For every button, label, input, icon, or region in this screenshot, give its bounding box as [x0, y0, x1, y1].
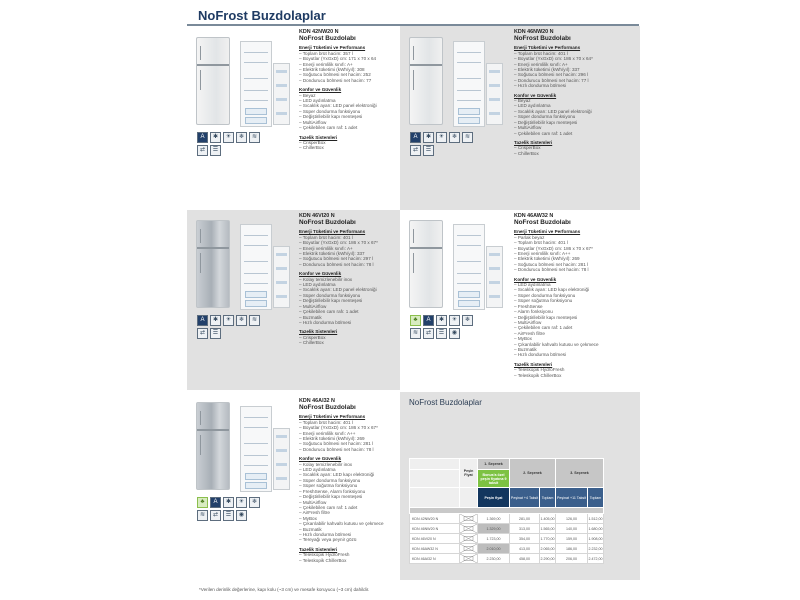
spec-item: – Toplam brüt hacim: 357 l [299, 50, 353, 56]
shelf-icon: ☰ [210, 328, 221, 339]
spec-item: – Beyaz [299, 92, 316, 98]
spec-item: – Soğutucu bölmesi net hacim: 297 l [299, 256, 374, 262]
spec-item: – Değiştirilebilir kapı menteşesi [299, 298, 363, 304]
spec-item: – Çekilebilen cam raf: 1 adet [514, 130, 573, 136]
feature-icons [410, 132, 480, 156]
header-option1-promo: Bonus'a özel peşin fiyatına 9 taksit [478, 470, 510, 488]
multiairflow-icon: ≋ [197, 510, 208, 521]
header-option2-total: Toplam [540, 488, 556, 508]
spec-item: – Değiştirilebilir kapı menteşesi [514, 119, 578, 125]
row-opt2-installment: 413,00 [510, 544, 540, 554]
header-option2: 2. Seçenek [510, 459, 556, 488]
spec-section-title: Enerji Tüketimi ve Performans [514, 45, 581, 51]
spec-item: – Enerji verimlilik sınıfı: A++ [299, 430, 356, 436]
spec-item: – Enerji verimlilik sınıfı: A+ [299, 245, 353, 251]
spec-item: – Boyutlar (YxGxD) cm: 171 x 70 x 64 [299, 56, 377, 62]
spec-item: – LED aydınlatma [514, 282, 551, 288]
spec-item: – ChillerBox [514, 150, 539, 156]
spec-item: – Çıkarılabilir kahvaltı kutusu ve çekmece [514, 341, 599, 347]
spec-item: – Parlak beyaz [514, 234, 545, 240]
spec-item: – Çekilebilen cam raf: 1 adet [299, 504, 358, 510]
row-opt3-installment: 126,00 [556, 514, 588, 524]
page-title: NoFrost Buzdolaplar [198, 8, 326, 23]
spec-item: – Alarm fonksiyonu [514, 309, 553, 315]
spec-item: – FreshSense, Alarm fonksiyonu [299, 488, 366, 494]
spec-item: – MyBox [514, 336, 532, 342]
row-opt2-installment: 458,00 [510, 554, 540, 564]
spec-item: – Sıcaklık ayarı: LED panel elektroniği [299, 103, 377, 109]
spec-item: – LED aydınlatma [299, 282, 336, 288]
table-row [410, 514, 604, 524]
spec-item: – Buzmatik [299, 314, 322, 320]
super-freeze-icon: ❄ [236, 315, 247, 326]
product-name: NoFrost Buzdolabı [514, 35, 571, 43]
spec-item: – Süper soğutma fonksiyonu [299, 483, 358, 489]
spec-item: – Boyutlar (YxGxD) cm: 186 x 70 x 64* [514, 56, 593, 62]
row-opt3-total: 2.472,00 [587, 554, 603, 564]
nofrost-icon: ✱ [223, 497, 234, 508]
energy-class-icon: A [197, 132, 208, 143]
spec-item: – AirFresh filtre [514, 330, 545, 336]
fridge-closed [196, 402, 230, 490]
feature-icons [197, 132, 267, 156]
spec-item: – Dondurucu bölmesi net hacim: 77 [299, 77, 372, 83]
spec-item: – LED aydınlatma [299, 98, 336, 104]
spec-section-title: Tazelik Sistemleri [299, 329, 338, 335]
spec-section-title: Enerji Tüketimi ve Performans [299, 414, 366, 420]
spec-item: – LED aydınlatma [299, 467, 336, 473]
spec-section-title: Tazelik Sistemleri [299, 546, 338, 552]
led-light-icon: ☀ [223, 315, 234, 326]
energy-class-icon: A [197, 315, 208, 326]
row-opt3-total: 2.232,00 [587, 544, 603, 554]
row-model: KDN 42NW20 N [410, 514, 460, 524]
spec-section-title: Konfor ve Güvenlik [514, 92, 557, 98]
row-opt2-total: 1.565,00 [540, 524, 556, 534]
product-model: KDN 42NW20 N [299, 29, 339, 35]
fridge-closed [196, 37, 230, 125]
eco-icon: ♣ [197, 497, 208, 508]
row-cash-price: 1.723,00 [478, 534, 510, 544]
spec-item: – Toplam brüt hacim: 401 l [299, 234, 353, 240]
row-model: KDN 46NW20 N [410, 524, 460, 534]
row-opt2-total: 1.405,00 [540, 514, 556, 524]
freshsense-icon: ◉ [236, 510, 247, 521]
spec-item: – Süper dondurma fonksiyonu [299, 477, 361, 483]
spec-section-title: Enerji Tüketimi ve Performans [299, 45, 366, 51]
super-freeze-icon: ❄ [449, 132, 460, 143]
eco-icon: ♣ [410, 315, 421, 326]
table-row [410, 534, 604, 544]
spec-item: – Elektrik tüketimi (kWh/yıl): 269 [514, 256, 580, 262]
spec-item: – Elektrik tüketimi (kWh/yıl): 337 [514, 67, 580, 73]
row-opt2-total: 2.290,00 [540, 554, 556, 564]
spec-item: – Süper dondurma fonksiyonu [299, 108, 361, 114]
shelf-icon: ☰ [223, 510, 234, 521]
spec-item: – Kolay temizlenebilir inox [299, 461, 353, 467]
row-opt3-total: 1.512,00 [587, 514, 603, 524]
spec-item: – ChillerBox [299, 340, 324, 346]
header-cash-price: Peşin Fiyat [460, 459, 478, 488]
crossed-out-cell [460, 524, 478, 534]
spec-item: – MultiAirflow [299, 303, 327, 309]
row-model: KDN 46VI20 N [410, 534, 460, 544]
spec-item: – Hızlı dondurma bölmesi [299, 531, 352, 537]
spec-item: – MultiAirflow [514, 319, 542, 325]
row-cash-price: 1.369,00 [478, 514, 510, 524]
price-table [409, 458, 604, 564]
spec-section-title: Konfor ve Güvenlik [299, 271, 342, 277]
super-freeze-icon: ❄ [462, 315, 473, 326]
row-cash-price: 1.329,00 [478, 524, 510, 534]
spec-item: – Buzmatik [514, 346, 537, 352]
spec-item: – Elektrik tüketimi (kWh/yıl): 269 [299, 436, 365, 442]
spec-item: – Çekilebilen cam raf: 1 adet [514, 325, 573, 331]
product-name: NoFrost Buzdolabı [299, 404, 356, 412]
spec-item: – ChillerBox [299, 145, 324, 151]
row-opt2-installment: 313,00 [510, 524, 540, 534]
spec-item: – Değiştirilebilir kapı menteşesi [299, 494, 363, 500]
product-name: NoFrost Buzdolabı [514, 219, 571, 227]
nofrost-icon: ✱ [436, 315, 447, 326]
spec-item: – Soğutucu bölmesi net hacim: 296 l [514, 72, 589, 78]
door-reversible-icon: ⇄ [423, 328, 434, 339]
door-reversible-icon: ⇄ [210, 510, 221, 521]
fridge-closed [196, 220, 230, 308]
row-opt2-total: 1.770,00 [540, 534, 556, 544]
fridge-closed [409, 37, 443, 125]
spec-item: – Sıcaklık ayarı: LED panel elektroniği [299, 287, 377, 293]
spec-section-title: Tazelik Sistemleri [299, 134, 338, 140]
door-reversible-icon: ⇄ [410, 145, 421, 156]
spec-item: – Soğutucu bölmesi net hacim: 281 l [299, 441, 374, 447]
product-specs [299, 30, 377, 151]
table-row [410, 554, 604, 564]
row-opt2-installment: 354,00 [510, 534, 540, 544]
fridge-open [240, 41, 272, 127]
spec-item: – Boyutlar (YxGxD) cm: 186 x 70 x 67* [299, 425, 378, 431]
spec-item: – Elektrik tüketimi (kWh/yıl): 308 [299, 67, 365, 73]
spec-item: – Soğutucu bölmesi net hacim: 252 [299, 72, 371, 78]
feature-icons [197, 315, 267, 339]
crossed-out-cell [460, 544, 478, 554]
row-cash-price: 2.230,00 [478, 554, 510, 564]
spec-item: – Beyaz [514, 98, 531, 104]
row-opt2-total: 2.065,00 [540, 544, 556, 554]
product-image [403, 218, 508, 313]
spec-item: – MyBox [299, 515, 317, 521]
multiairflow-icon: ≋ [462, 132, 473, 143]
feature-icons [197, 497, 267, 521]
fridge-open [240, 406, 272, 492]
spec-item: – Teleskopik HydroFresh [514, 367, 565, 373]
spec-section-title: Konfor ve Güvenlik [299, 456, 342, 462]
spec-item: – MultiAirflow [514, 125, 542, 131]
multiairflow-icon: ≋ [410, 328, 421, 339]
spec-item: – Teleskopik ChillerBox [299, 557, 347, 563]
fridge-door [273, 428, 290, 490]
spec-item: – Sıcaklık ayarı: LED panel elektroniği [514, 108, 592, 114]
price-table-title: NoFrost Buzdolaplar [409, 398, 482, 407]
spec-item: – MultiAirflow [299, 499, 327, 505]
spec-item: – Süper dondurma fonksiyonu [514, 114, 576, 120]
spec-item: – Sıcaklık ayarı: LED kapı elektroniği [299, 472, 375, 478]
led-light-icon: ☀ [449, 315, 460, 326]
header-option2-installments: Peşinat +4 Taksit [510, 488, 540, 508]
spec-section-title: Enerji Tüketimi ve Performans [299, 229, 366, 235]
spec-section-title: Konfor ve Güvenlik [514, 276, 557, 282]
fridge-closed [409, 220, 443, 308]
spec-item: – AirFresh filtre [299, 510, 330, 516]
spec-item: – CrisperBox [299, 334, 326, 340]
spec-item: – Hızlı dondurma bölmesi [514, 352, 567, 358]
spec-item: – Boyutlar (YxGxD) cm: 186 x 70 x 67* [514, 245, 593, 251]
row-opt2-installment: 281,00 [510, 514, 540, 524]
spec-item: – MultiAirflow [299, 119, 327, 125]
nofrost-icon: ✱ [210, 132, 221, 143]
spec-item: – Hızlı dondurma bölmesi [514, 83, 567, 89]
row-opt3-total: 1.680,00 [587, 524, 603, 534]
shelf-icon: ☰ [423, 145, 434, 156]
spec-item: – Enerji verimlilik sınıfı: A+ [299, 61, 353, 67]
door-reversible-icon: ⇄ [197, 145, 208, 156]
spec-item: – Boyutlar (YxGxD) cm: 186 x 70 x 67* [299, 240, 378, 246]
fridge-open [453, 224, 485, 310]
row-model: KDN 46AW32 N [410, 544, 460, 554]
multiairflow-icon: ≋ [249, 315, 260, 326]
product-model: KDN 46VI20 N [299, 213, 335, 219]
header-option1: 1. Seçenek [478, 459, 510, 470]
energy-class-icon: A [423, 315, 434, 326]
spec-item: – Dondurucu bölmesi net hacim: 78 l [299, 261, 374, 267]
row-opt3-installment: 206,00 [556, 554, 588, 564]
header-option3: 3. Seçenek [556, 459, 604, 488]
spec-item: – LED aydınlatma [514, 103, 551, 109]
spec-item: – Süper dondurma fonksiyonu [299, 292, 361, 298]
spec-item: – Enerji verimlilik sınıfı: A++ [514, 251, 571, 257]
spec-item: – Elektrik tüketimi (kWh/yıl): 337 [299, 251, 365, 257]
spec-item: – Teleskopik HydroFresh [299, 552, 350, 558]
fridge-door [486, 246, 503, 308]
energy-class-icon: A [410, 132, 421, 143]
super-freeze-icon: ❄ [236, 132, 247, 143]
fridge-open [453, 41, 485, 127]
row-model: KDN 46AI32 N [410, 554, 460, 564]
product-image [403, 35, 508, 130]
spec-item: – Değiştirilebilir kapı menteşesi [299, 114, 363, 120]
product-specs [299, 214, 378, 346]
crossed-out-cell [460, 514, 478, 524]
nofrost-icon: ✱ [423, 132, 434, 143]
led-light-icon: ☀ [223, 132, 234, 143]
product-specs [514, 214, 599, 378]
spec-item: – Sıcaklık ayarı: LED kapı elektroniği [514, 287, 590, 293]
fridge-door [273, 246, 290, 308]
nofrost-icon: ✱ [210, 315, 221, 326]
crossed-out-cell [460, 554, 478, 564]
row-opt3-installment: 186,00 [556, 544, 588, 554]
footnote: *Verilen derinlik değerlerine, kapı kolu (~3 cm) ve mesafe koruyucu (~3 cm) dahildir. [199, 587, 370, 592]
header-option3-installments: Peşinat +11 Taksit [556, 488, 588, 508]
product-model: KDN 46NW20 N [514, 29, 554, 35]
fridge-door [486, 63, 503, 125]
led-light-icon: ☀ [436, 132, 447, 143]
feature-icons [410, 315, 480, 339]
spec-item: – Enerji verimlilik sınıfı: A+ [514, 61, 568, 67]
spec-section-title: Tazelik Sistemleri [514, 139, 553, 145]
spec-item: – Değiştirilebilir kapı menteşesi [514, 314, 578, 320]
energy-class-icon: A [210, 497, 221, 508]
spec-item: – Dondurucu bölmesi net hacim: 78 l [299, 446, 374, 452]
spec-section-title: Tazelik Sistemleri [514, 361, 553, 367]
row-cash-price: 2.010,00 [478, 544, 510, 554]
spec-item: – FreshSense [514, 303, 543, 309]
product-model: KDN 46AI32 N [299, 398, 335, 404]
spec-item: – Süper dondurma fonksiyonu [514, 292, 576, 298]
spec-item: – Soğutucu bölmesi net hacim: 281 l [514, 261, 589, 267]
product-image [190, 400, 295, 495]
product-specs [299, 399, 384, 563]
spec-item: – Teleskopik ChillerBox [514, 372, 562, 378]
shelf-icon: ☰ [210, 145, 221, 156]
table-row [410, 544, 604, 554]
spec-item: – CrisperBox [299, 139, 326, 145]
spec-item: – Hızlı dondurma bölmesi [299, 319, 352, 325]
row-opt3-installment: 159,00 [556, 534, 588, 544]
spec-item: – Toplam brüt hacim: 401 l [299, 419, 353, 425]
product-image [190, 218, 295, 313]
product-model: KDN 46AW32 N [514, 213, 554, 219]
spec-item: – CrisperBox [514, 145, 541, 151]
spec-section-title: Konfor ve Güvenlik [299, 87, 342, 93]
spec-item: – Çıkarılabilir kahvaltı kutusu ve çekmece [299, 521, 384, 527]
product-name: NoFrost Buzdolabı [299, 35, 356, 43]
super-freeze-icon: ❄ [249, 497, 260, 508]
header-option3-total: Toplam [587, 488, 603, 508]
product-image [190, 35, 295, 130]
multiairflow-icon: ≋ [249, 132, 260, 143]
row-opt3-installment: 140,00 [556, 524, 588, 534]
led-light-icon: ☀ [236, 497, 247, 508]
fridge-open [240, 224, 272, 310]
spec-item: – Tereyağı veya peynir gözü [299, 537, 357, 543]
product-name: NoFrost Buzdolabı [299, 219, 356, 227]
crossed-out-cell [460, 534, 478, 544]
product-specs [514, 30, 593, 156]
spec-item: – Dondurucu bölmesi net hacim: 77 l [514, 77, 589, 83]
spec-item: – Toplam brüt hacim: 401 l [514, 50, 568, 56]
spec-item: – Çekilebilen cam rafı: 1 adet [299, 309, 359, 315]
spec-section-title: Enerji Tüketimi ve Performans [514, 229, 581, 235]
table-row [410, 524, 604, 534]
freshsense-icon: ◉ [449, 328, 460, 339]
row-opt3-total: 1.908,00 [587, 534, 603, 544]
spec-item: – Süper soğutma fonksiyonu [514, 298, 573, 304]
header-option1-cash: Peşin fiyat [478, 488, 510, 508]
spec-item: – Toplam brüt hacim: 401 l [514, 240, 568, 246]
spec-item: – Buzmatik [299, 526, 322, 532]
spec-item: – Çekilebilen cam raf: 1 adet [299, 125, 358, 131]
spec-item: – Kolay temizlenebilir inox [299, 276, 353, 282]
door-reversible-icon: ⇄ [197, 328, 208, 339]
spec-item: – Dondurucu bölmesi net hacim: 78 l [514, 267, 589, 273]
shelf-icon: ☰ [436, 328, 447, 339]
fridge-door [273, 63, 290, 125]
